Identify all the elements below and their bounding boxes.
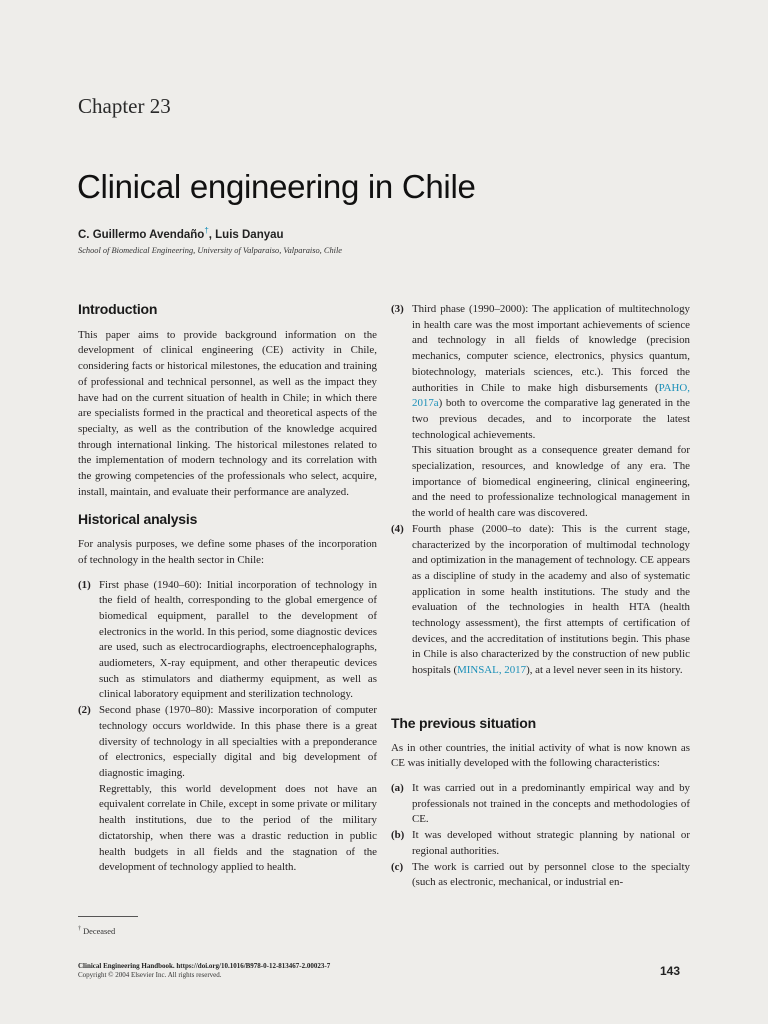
phase-text: Third phase (1990–2000): The application of multitechnology in health care was the most important achievements of science and technology in all fields of knowledge (precision mechanics, computer science, electronics, physics quantum, biotechnology, materials sciences, etc.). This forced the authorities in Chile to make high disbursements ( — [412, 303, 690, 394]
author-line — [78, 226, 284, 241]
phase-text: First phase (1940–60): Initial incorporation of technology in the field of health, corresponding to the global emergence of biomedical equipment, parallel to the development of electronics in the world. In this period, some diagnostic devices are used, such as electrocardiographs, electroencephalographs, audiometers, X-ray equipment, and other therapeutic devices such as stimulators and diathermy equipment, as well as clinical laboratory equipment and sterilization technology. — [99, 578, 377, 701]
historical-heading: Historical analysis — [78, 511, 198, 528]
author-name-2: , Luis Danyau — [208, 228, 284, 241]
characteristic-text: It was developed without strategic planning by national or regional authorities. — [412, 829, 690, 857]
deceased-dagger-link[interactable]: † — [204, 226, 209, 235]
footnote-text: Deceased — [81, 926, 116, 936]
citation-link-minsal[interactable]: MINSAL, 2017 — [457, 664, 527, 677]
phase-item-4 — [391, 522, 690, 679]
author-name: C. Guillermo Avendaño — [78, 228, 205, 241]
characteristic-text: The work is carried out by personnel close to the specialty (such as electronic, mechanical, or industrial en- — [412, 860, 690, 889]
characteristic-text: It was carried out in a predominantly empirical way and by professionals not trained in the concepts and methodologies of CE. — [412, 781, 690, 826]
list-marker: (b) — [391, 829, 405, 842]
phase-item-3 — [391, 302, 690, 522]
citation-link-paho[interactable]: PAHO, 2017a — [412, 381, 690, 410]
phase-list — [78, 578, 377, 876]
previous-heading: The previous situation — [391, 714, 536, 731]
list-marker: (a) — [391, 781, 404, 794]
book-doi-line[interactable]: Clinical Engineering Handbook. https://doi.org/10.1016/B978-0-12-813467-2.00023-7 — [78, 962, 331, 970]
phase-text: Second phase (1970–80): Massive incorporation of computer technology occurs worldwide. In this phase there is a great diversity of technology in all specialties with a preponderance of electronics, especially digital and big development of diagnostic imaging. — [99, 704, 377, 779]
phase-text: Fourth phase (2000–to date): This is the current stage, characterized by the incorporation of multimodal technology and optimization in the management of technology. CE appears as a discipline of study in the academy and also of systematic application in some health institutions. The study and the evaluation of the technologies in health HTA (health technology assessment), the first attempts of certification of devices, and the accreditation of institutions begin. This phase in Chile is also characterized by the construction of new public hospitals ( — [412, 522, 690, 677]
list-marker: (3) — [391, 303, 404, 315]
footnote-mark: † — [78, 926, 81, 932]
phase-text-continued: Regrettably, this world development does not have an equivalent correlate in Chile, except in some private or military health institutions, due to the period of the military dictatorship, when there was a drastic reduction in public health budgets in all fields and the stagnation of the development of technology applied to health. — [99, 782, 377, 874]
historical-intro: For analysis purposes, we define some phases of the incorporation of technology in the health sector in Chile: — [78, 538, 377, 566]
previous-intro: As in other countries, the initial activity of what is now known as CE was initially developed with the following characteristics: — [391, 741, 690, 770]
intro-heading: Introduction — [78, 301, 158, 317]
list-marker: (4) — [391, 522, 404, 535]
chapter-title: Clinical engineering in Chile — [77, 168, 476, 205]
phase-text-continued: This situation brought as a consequence greater demand for specialization, resources, and knowledge of any era. The importance of biomedical engineering, clinical engineering, and the need to professionalize technological management in the world of health care was discovered. — [412, 444, 690, 520]
chapter-label: Chapter 23 — [78, 94, 171, 118]
phase-text: ) both to overcome the comparative lag generated in the two previous decades, and to incorporate the latest technological achievements. — [412, 397, 690, 441]
phase-text: ), at a level never seen in its history. — [526, 664, 683, 677]
list-marker: (2) — [78, 704, 91, 717]
footnote — [78, 926, 115, 936]
intro-paragraph: This paper aims to provide background information on the development of clinical engineering (CE) activity in Chile, considering facts or historical milestones, the education and training of professional and technical personnel, as well as the impact they have had on the current situation of health in Chile; in which there are specialists formed in the practical and theoretical aspects of the specialty, as well as the contribution of the knowledge acquired through international linking. The historical milestones related to the implementation of modern technology and its correlation with the growing competencies of the professionals who select, acquire, install, maintain, and evaluate their performance are analyzed. — [78, 328, 377, 498]
left-column — [78, 302, 377, 876]
phase-item-1 — [78, 578, 377, 704]
copyright-line: Copyright © 2004 Elsevier Inc. All rights reserved. — [78, 971, 222, 979]
affiliation: School of Biomedical Engineering, University of Valparaiso, Valparaiso, Chile — [78, 246, 343, 255]
phase-list-continued — [391, 302, 690, 679]
right-column — [391, 302, 690, 891]
footnote-divider — [78, 916, 138, 917]
characteristic-a — [391, 781, 690, 828]
list-marker: (c) — [391, 860, 404, 873]
characteristic-c — [391, 860, 690, 891]
phase-item-2 — [78, 703, 377, 876]
list-marker: (1) — [78, 578, 91, 591]
page-number: 143 — [660, 964, 681, 978]
characteristic-b — [391, 828, 690, 859]
characteristics-list — [391, 781, 690, 891]
